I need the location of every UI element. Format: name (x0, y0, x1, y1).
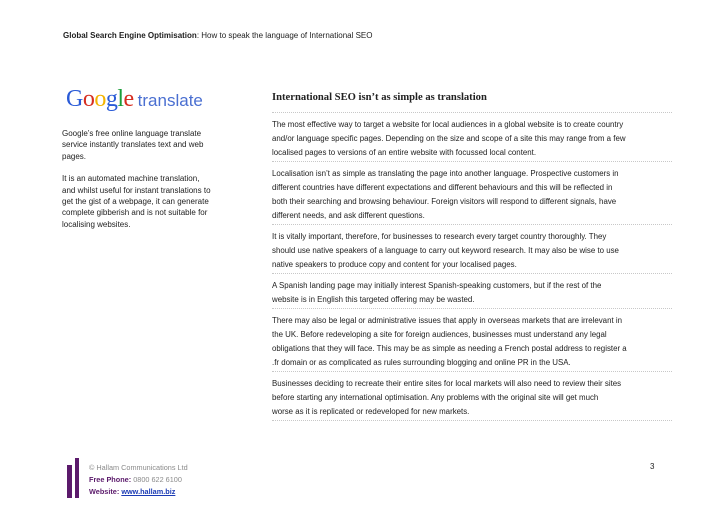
google-letter: o (82, 86, 95, 112)
google-letter: o (94, 86, 106, 112)
document-header (63, 31, 372, 40)
google-letter: e (123, 86, 134, 112)
body-paragraph: There may also be legal or administrative issues that apply in overseas markets that are irrelevant in the UK. Before redeveloping a site for foreign audiences, businesses must understand any legal obligations that they will face. This may be as simple as needing a French postal address to register a .fr domain or as complicated as rules surrounding blogging and online PR in the USA. (272, 316, 627, 367)
divider (272, 224, 672, 225)
footer-phone-line (89, 474, 188, 486)
body-paragraph: Localisation isn’t as simple as translating the page into another language. Prospective customers in different countries have different expectations and different behaviours and this will be reflected in both their searching and browsing behaviour. Foreign visitors will respond to different signals, have different needs, and ask different questions. (272, 169, 619, 220)
main-content (272, 92, 672, 426)
divider (272, 161, 672, 162)
page-footer (89, 462, 188, 498)
footer-website-line (89, 486, 188, 498)
translate-wordmark: translate (137, 91, 203, 110)
google-letter: l (117, 86, 124, 112)
body-paragraph: Businesses deciding to recreate their entire sites for local markets will also need to review their sites before starting any international optimisation. Any problems with the original site will get much worse as it is replicated or redeveloped for new markets. (272, 379, 622, 416)
footer-website-label: Website: (89, 487, 120, 496)
page-number: 3 (650, 462, 655, 471)
hallam-logo-bar (67, 465, 72, 498)
sidebar-text (62, 128, 212, 241)
footer-phone-label: Free Phone: (89, 475, 132, 484)
body-paragraph: It is vitally important, therefore, for businesses to research every target country thoroughly. They should use native speakers of a language to carry out keyword research. It may also be wise to use native speakers to produce copy and content for your localised pages. (272, 232, 619, 269)
body-paragraph: A Spanish landing page may initially interest Spanish-speaking customers, but if the rest of the website is in English this targeted offering may be wasted. (272, 281, 602, 304)
google-letter: G (66, 86, 83, 112)
footer-phone: 0800 622 6100 (131, 475, 182, 484)
divider (272, 112, 672, 113)
google-letter: g (105, 86, 118, 112)
header-title-bold: Global Search Engine Optimisation (63, 31, 197, 40)
sidebar-paragraph: Google’s free online language translate service instantly translates text and web pages. (62, 129, 204, 161)
divider (272, 308, 672, 309)
google-translate-logo (66, 86, 203, 112)
google-wordmark (66, 86, 134, 112)
divider (272, 273, 672, 274)
section-heading: International SEO isn’t as simple as translation (272, 92, 487, 103)
body-paragraph: The most effective way to target a website for local audiences in a global website is to create country and/or language specific pages. Depending on the size and scope of a site this may range from a few localised pages to versions of an entire website with focussed local content. (272, 120, 626, 157)
footer-website-link[interactable]: www.hallam.biz (121, 487, 176, 496)
footer-copyright: © Hallam Communications Ltd (89, 463, 188, 472)
hallam-logo-bar (75, 458, 79, 498)
sidebar-paragraph: It is an automated machine translation, and whilst useful for instant translations to get the gist of a webpage, it can generate complete gibberish and is not suitable for localising websites. (62, 174, 211, 229)
divider (272, 420, 672, 421)
divider (272, 371, 672, 372)
header-title-rest: : How to speak the language of International SEO (196, 31, 373, 40)
